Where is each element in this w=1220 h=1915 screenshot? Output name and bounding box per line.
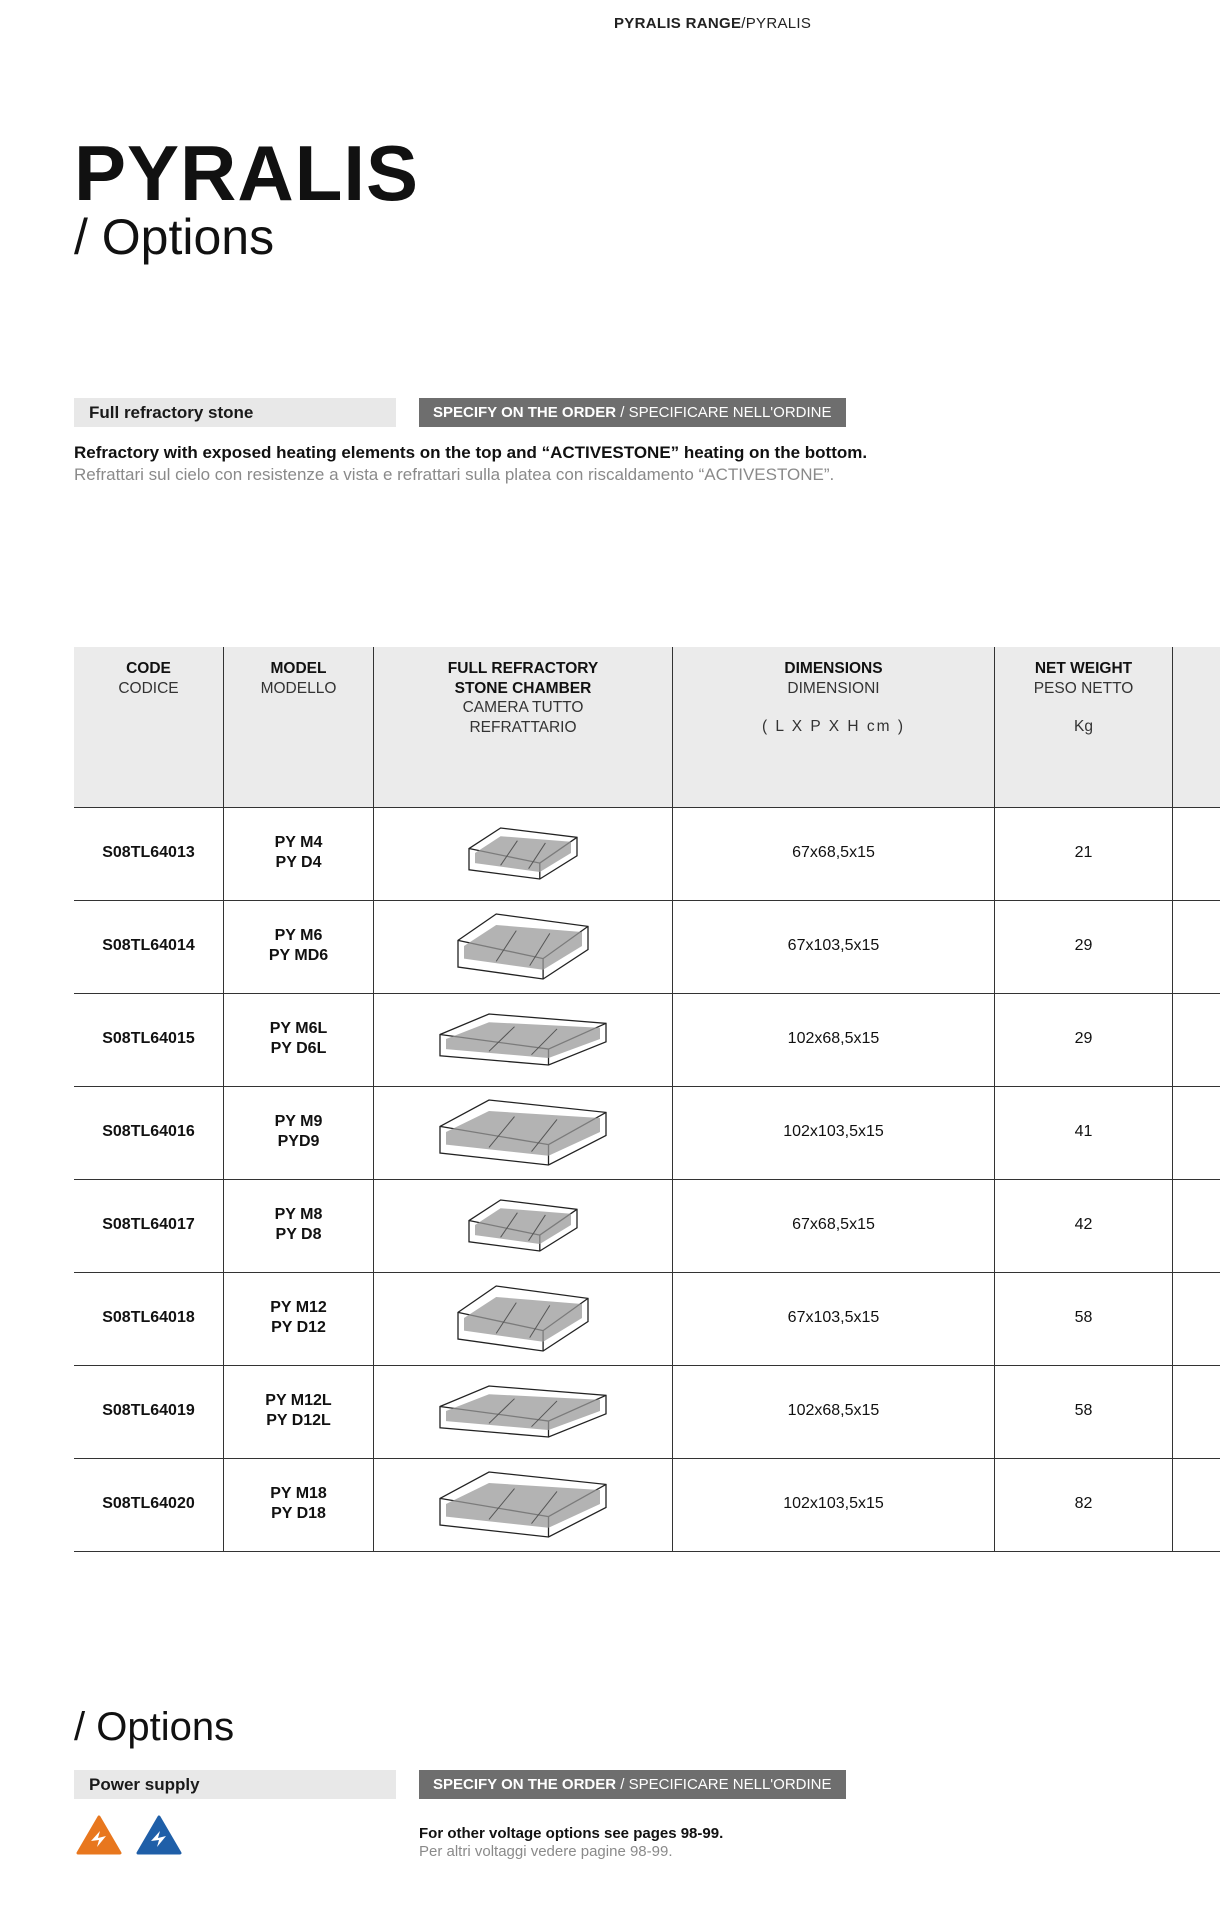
refractory-chamber-icon (374, 1365, 672, 1457)
model-primary: PY M8 (274, 1206, 323, 1223)
cell-weight: 29 (1074, 937, 1093, 954)
cell-model (224, 900, 373, 992)
specify-order-badge (419, 398, 846, 427)
cell-model (224, 1179, 373, 1271)
header-chamber-en: FULL REFRACTORY STONE CHAMBER (447, 660, 599, 697)
model-secondary: PY D6L (270, 1040, 327, 1057)
cell-weight: 21 (1074, 844, 1093, 861)
voltage-orange-icon (76, 1815, 122, 1860)
cell-weight: 42 (1074, 1216, 1093, 1233)
cell-code: S08TL64013 (102, 844, 195, 861)
page-title: PYRALIS (74, 129, 420, 217)
breadcrumb-range: PYRALIS RANGE (614, 15, 742, 32)
model-secondary: PY D8 (275, 1226, 322, 1243)
cell-weight: 58 (1074, 1402, 1093, 1419)
refractory-chamber-icon (374, 807, 672, 899)
cell-dimensions: 67x68,5x15 (792, 1216, 875, 1233)
row-divider (74, 1551, 1220, 1552)
header-chamber-it: CAMERA TUTTO REFRATTARIO (462, 699, 584, 736)
header-code (74, 647, 223, 807)
model-primary: PY M12L (265, 1392, 332, 1409)
cell-code: S08TL64017 (102, 1216, 195, 1233)
header-chamber (374, 647, 672, 807)
header-dims-it: DIMENSIONI (787, 679, 880, 697)
voltage-blue-icon (136, 1815, 182, 1860)
specify-order-badge-2 (419, 1770, 846, 1799)
header-code-en: CODE (126, 660, 171, 677)
cell-dimensions: 67x103,5x15 (787, 1309, 880, 1326)
model-primary: PY M6L (269, 1020, 328, 1037)
voltage-note-it: Per altri voltaggi vedere pagine 98-99. (419, 1843, 673, 1860)
cell-dimensions: 102x68,5x15 (787, 1030, 880, 1047)
header-weight (995, 647, 1172, 807)
header-weight-unit: Kg (1074, 718, 1093, 735)
options-subtitle: / Options (74, 1705, 235, 1749)
cell-model (224, 1086, 373, 1178)
cell-dimensions: 67x103,5x15 (787, 937, 880, 954)
model-primary: PY M12 (270, 1299, 327, 1316)
model-primary: PY M18 (270, 1485, 327, 1502)
header-dims-unit: ( L X P X H cm ) (761, 718, 906, 735)
header-model (224, 647, 373, 807)
refractory-chamber-icon (374, 1272, 672, 1364)
cell-code: S08TL64020 (102, 1495, 195, 1512)
cell-model (224, 1365, 373, 1457)
refractory-chamber-icon (374, 1086, 672, 1178)
header-dimensions (673, 647, 994, 807)
header-weight-en: NET WEIGHT (1034, 660, 1133, 677)
model-secondary: PY MD6 (268, 947, 329, 964)
cell-weight: 58 (1074, 1309, 1093, 1326)
cell-model (224, 993, 373, 1085)
cell-code: S08TL64016 (102, 1123, 195, 1140)
breadcrumb (614, 15, 811, 32)
cell-model (224, 1272, 373, 1364)
specify-order-en-2: SPECIFY ON THE ORDER (433, 1776, 617, 1793)
refractory-chamber-icon (374, 1179, 672, 1271)
description-it: Refrattari sul cielo con resistenze a vista e refrattari sulla platea con riscaldamento “ACTIVESTONE”. (74, 465, 835, 484)
cell-code: S08TL64018 (102, 1309, 195, 1326)
voltage-note-en: For other voltage options see pages 98-99. (419, 1825, 724, 1842)
model-secondary: PY D12 (271, 1319, 326, 1336)
specify-order-en: SPECIFY ON THE ORDER (433, 404, 617, 421)
cell-code: S08TL64014 (102, 937, 195, 954)
model-primary: PY M4 (274, 834, 323, 851)
cell-model (224, 807, 373, 899)
cell-dimensions: 102x68,5x15 (787, 1402, 880, 1419)
model-primary: PY M6 (274, 927, 323, 944)
breadcrumb-page: /PYRALIS (741, 15, 812, 32)
section-label-refractory: Full refractory stone (74, 398, 396, 427)
description-en: Refractory with exposed heating elements on the top and “ACTIVESTONE” heating on the bottom. (74, 443, 868, 462)
specify-order-it-2: / SPECIFICARE NELL'ORDINE (616, 1776, 832, 1793)
model-primary: PY M9 (274, 1113, 323, 1130)
cell-weight: 41 (1074, 1123, 1093, 1140)
cell-dimensions: 102x103,5x15 (783, 1495, 884, 1512)
cell-weight: 82 (1074, 1495, 1093, 1512)
specify-order-it: / SPECIFICARE NELL'ORDINE (616, 404, 832, 421)
cell-dimensions: 67x68,5x15 (792, 844, 875, 861)
cell-weight: 29 (1074, 1030, 1093, 1047)
page-subtitle: / Options (74, 209, 275, 265)
refractory-chamber-icon (374, 900, 672, 992)
cell-code: S08TL64015 (102, 1030, 195, 1047)
header-model-en: MODEL (270, 660, 327, 677)
cell-dimensions: 102x103,5x15 (783, 1123, 884, 1140)
model-secondary: PY D4 (275, 854, 322, 871)
model-secondary: PY D18 (271, 1505, 326, 1522)
header-weight-it: PESO NETTO (1033, 679, 1134, 697)
refractory-chamber-icon (374, 1458, 672, 1550)
model-secondary: PYD9 (277, 1133, 320, 1150)
cell-code: S08TL64019 (102, 1402, 195, 1419)
model-secondary: PY D12L (266, 1412, 331, 1429)
header-dims-en: DIMENSIONS (784, 660, 883, 677)
section-label-power: Power supply (74, 1770, 396, 1799)
header-model-it: MODELLO (260, 679, 337, 697)
refractory-chamber-icon (374, 993, 672, 1085)
cell-model (224, 1458, 373, 1550)
header-code-it: CODICE (118, 679, 179, 697)
grid-vline (1172, 647, 1173, 1551)
